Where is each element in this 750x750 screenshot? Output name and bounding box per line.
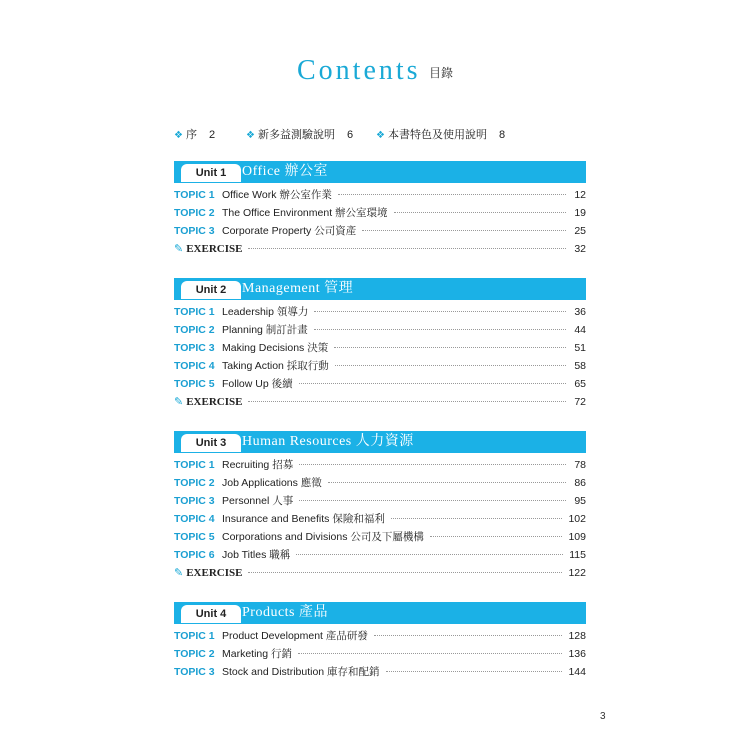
unit-name: Office 辦公室 <box>242 164 328 179</box>
toc-row[interactable] <box>174 547 586 565</box>
topic-title: Job Titles 職稱 <box>222 549 291 561</box>
pencil-icon: ✎ <box>174 396 184 408</box>
dot-leader <box>335 365 566 366</box>
dot-leader <box>299 464 566 465</box>
topic-label: TOPIC 3 <box>174 495 215 507</box>
toc-row[interactable] <box>174 358 586 376</box>
topic-title: The Office Environment 辦公室環境 <box>222 207 388 219</box>
dot-leader <box>338 194 566 195</box>
topic-page: 136 <box>568 648 586 660</box>
topic-label: TOPIC 5 <box>174 531 215 543</box>
topic-page: 19 <box>574 207 586 219</box>
topic-page: 128 <box>568 630 586 642</box>
exercise-row[interactable] <box>174 566 586 584</box>
topic-label: TOPIC 3 <box>174 342 215 354</box>
unit-name: Management 管理 <box>242 281 354 296</box>
unit-2-section <box>174 278 586 413</box>
dot-leader <box>386 671 563 672</box>
dot-leader <box>248 248 566 249</box>
exercise-row[interactable] <box>174 395 586 413</box>
title-main: Contents <box>296 55 421 86</box>
toc-row[interactable] <box>174 475 586 493</box>
unit-1-section <box>174 161 586 260</box>
topic-page: 144 <box>568 666 586 678</box>
dot-leader <box>296 554 563 555</box>
title-subtitle: 目錄 <box>429 66 454 80</box>
toc-row[interactable] <box>174 646 586 664</box>
unit-tab: Unit 2 <box>181 281 241 299</box>
dot-leader <box>334 347 566 348</box>
topic-label: TOPIC 1 <box>174 630 215 642</box>
topic-title: Corporate Property 公司資產 <box>222 225 357 237</box>
topic-page: 95 <box>574 495 586 507</box>
dot-leader <box>430 536 563 537</box>
topic-label: TOPIC 3 <box>174 225 215 237</box>
page-number: 3 <box>600 711 606 722</box>
topic-page: 51 <box>574 342 586 354</box>
topic-label: TOPIC 2 <box>174 477 215 489</box>
dot-leader <box>314 311 566 312</box>
topic-label: TOPIC 3 <box>174 666 215 678</box>
toc-row[interactable] <box>174 529 586 547</box>
intro-item-preface[interactable]: ❖ 序 2 <box>174 129 216 141</box>
toc-row[interactable] <box>174 376 586 394</box>
topic-title: Marketing 行銷 <box>222 648 293 660</box>
diamond-icon: ❖ <box>376 130 385 141</box>
dot-leader <box>391 518 563 519</box>
pencil-icon: ✎ <box>174 243 184 255</box>
topic-title: Recruiting 招募 <box>222 459 294 471</box>
exercise-label: EXERCISE <box>186 243 243 255</box>
topic-label: TOPIC 2 <box>174 648 215 660</box>
topic-title: Leadership 領導力 <box>222 306 309 318</box>
diamond-icon: ❖ <box>174 130 183 141</box>
unit-4-section <box>174 602 586 682</box>
toc-row[interactable] <box>174 322 586 340</box>
topic-page: 44 <box>574 324 586 336</box>
dot-leader <box>299 500 566 501</box>
exercise-label: EXERCISE <box>186 396 243 408</box>
unit-header-bar <box>174 431 586 453</box>
topic-page: 102 <box>568 513 586 525</box>
diamond-icon: ❖ <box>246 130 255 141</box>
toc-row[interactable] <box>174 205 586 223</box>
dot-leader <box>248 572 562 573</box>
toc-row[interactable] <box>174 664 586 682</box>
dot-leader <box>248 401 566 402</box>
topic-page: 78 <box>574 459 586 471</box>
unit-name: Products 產品 <box>242 605 328 620</box>
topic-title: Corporations and Divisions 公司及下屬機構 <box>222 531 424 543</box>
topic-page: 12 <box>574 189 586 201</box>
dot-leader <box>362 230 566 231</box>
page-title <box>0 55 750 87</box>
toc-row[interactable] <box>174 493 586 511</box>
toc-row[interactable] <box>174 304 586 322</box>
toc-row[interactable] <box>174 340 586 358</box>
topic-title: Job Applications 應徵 <box>222 477 322 489</box>
exercise-row[interactable] <box>174 242 586 260</box>
unit-header-bar <box>174 278 586 300</box>
dot-leader <box>374 635 563 636</box>
toc-row[interactable] <box>174 187 586 205</box>
topic-page: 109 <box>568 531 586 543</box>
topic-label: TOPIC 4 <box>174 513 215 525</box>
dot-leader <box>298 653 562 654</box>
unit-header-bar <box>174 602 586 624</box>
toc-row[interactable] <box>174 457 586 475</box>
topic-label: TOPIC 5 <box>174 378 215 390</box>
topic-label: TOPIC 2 <box>174 324 215 336</box>
topic-title: Follow Up 後續 <box>222 378 293 390</box>
topic-title: Planning 制訂計畫 <box>222 324 308 336</box>
exercise-page: 72 <box>574 396 586 408</box>
dot-leader <box>299 383 566 384</box>
topic-label: TOPIC 2 <box>174 207 215 219</box>
topic-title: Making Decisions 決策 <box>222 342 329 354</box>
dot-leader <box>328 482 566 483</box>
topic-page: 36 <box>574 306 586 318</box>
topic-page: 86 <box>574 477 586 489</box>
topic-title: Personnel 人事 <box>222 495 294 507</box>
dot-leader <box>394 212 566 213</box>
topic-title: Taking Action 採取行動 <box>222 360 329 372</box>
topic-title: Product Development 產品研發 <box>222 630 368 642</box>
pencil-icon: ✎ <box>174 567 184 579</box>
exercise-label: EXERCISE <box>186 567 243 579</box>
toc-row[interactable] <box>174 628 586 646</box>
unit-3-section <box>174 431 586 584</box>
topic-page: 115 <box>569 549 586 561</box>
exercise-page: 32 <box>574 243 586 255</box>
unit-header-bar <box>174 161 586 183</box>
unit-tab: Unit 4 <box>181 605 241 623</box>
topic-label: TOPIC 1 <box>174 189 215 201</box>
topic-page: 58 <box>574 360 586 372</box>
topic-label: TOPIC 1 <box>174 306 215 318</box>
topic-page: 65 <box>574 378 586 390</box>
unit-name: Human Resources 人力資源 <box>242 434 414 449</box>
topic-label: TOPIC 1 <box>174 459 215 471</box>
topic-label: TOPIC 6 <box>174 549 215 561</box>
unit-tab: Unit 3 <box>181 434 241 452</box>
topic-label: TOPIC 4 <box>174 360 215 372</box>
exercise-page: 122 <box>568 567 586 579</box>
unit-tab: Unit 1 <box>181 164 241 182</box>
topic-title: Office Work 辦公室作業 <box>222 189 332 201</box>
topic-title: Stock and Distribution 庫存和配銷 <box>222 666 380 678</box>
toc-row[interactable] <box>174 223 586 241</box>
toc-row[interactable] <box>174 511 586 529</box>
topic-title: Insurance and Benefits 保險和福利 <box>222 513 385 525</box>
intro-item-features[interactable]: ❖ 本書特色及使用說明 8 <box>376 129 506 141</box>
intro-item-toeic[interactable]: ❖ 新多益測驗說明 6 <box>246 129 354 141</box>
dot-leader <box>314 329 566 330</box>
topic-page: 25 <box>574 225 586 237</box>
